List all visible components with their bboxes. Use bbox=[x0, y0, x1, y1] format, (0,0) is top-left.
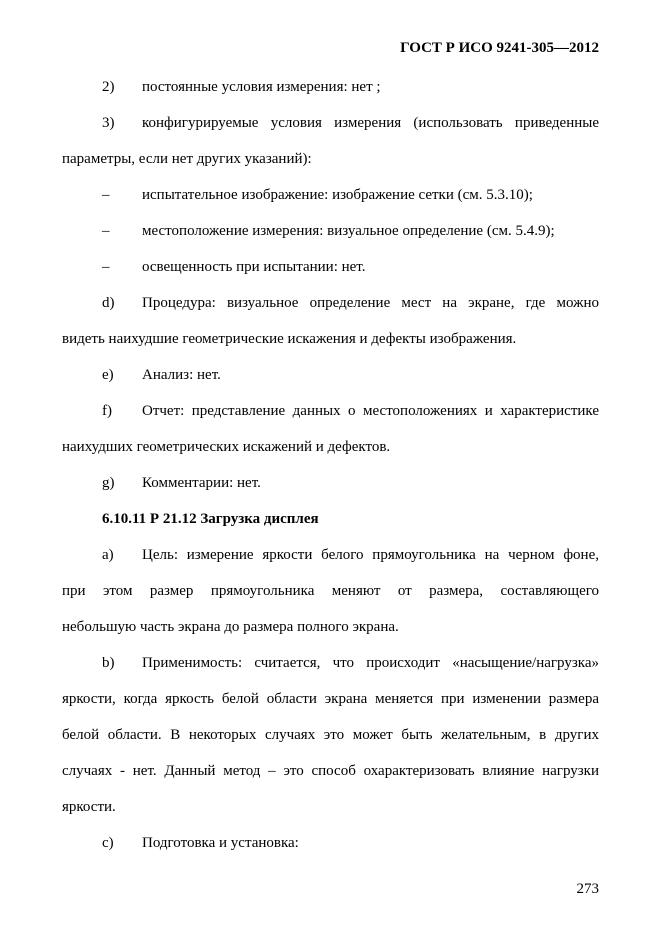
section-heading: 6.10.11 Р 21.12 Загрузка дисплея bbox=[102, 511, 319, 527]
section-item-a-text-line2: при этом размер прямоугольника меняют от размера, составляющего bbox=[62, 583, 599, 599]
dash-3-marker: – bbox=[102, 259, 110, 275]
section-item-b-text-line4: случаях - нет. Данный метод – это способ охарактеризовать влияние нагрузки bbox=[62, 763, 599, 779]
section-item-b-text-line1: Применимость: считается, что происходит «насыщение/нагрузка» bbox=[142, 655, 599, 671]
dash-3-text: освещенность при испытании: нет. bbox=[142, 259, 366, 275]
section-item-b-text-line3: белой области. В некоторых случаях это может быть желательным, в других bbox=[62, 727, 599, 743]
item-d-marker: d) bbox=[102, 295, 115, 311]
item-e-text: Анализ: нет. bbox=[142, 367, 221, 383]
page-number: 273 bbox=[576, 881, 599, 897]
item-g-marker: g) bbox=[102, 475, 115, 491]
item-e-marker: e) bbox=[102, 367, 114, 383]
item-d-text-line1: Процедура: визуальное определение мест на экране, где можно bbox=[142, 295, 599, 311]
item-2-marker: 2) bbox=[102, 79, 115, 95]
section-item-a-marker: a) bbox=[102, 547, 114, 563]
section-item-b-text-line2: яркости, когда яркость белой области экрана меняется при изменении размера bbox=[62, 691, 599, 707]
item-g-text: Комментарии: нет. bbox=[142, 475, 261, 491]
item-f-text-line2: наихудших геометрических искажений и дефектов. bbox=[62, 439, 391, 455]
item-d-text-line2: видеть наихудшие геометрические искажения и дефекты изображения. bbox=[62, 331, 517, 347]
dash-1-marker: – bbox=[102, 187, 110, 203]
section-item-c-text: Подготовка и установка: bbox=[142, 835, 299, 851]
document-header: ГОСТ Р ИСО 9241-305—2012 bbox=[400, 40, 599, 56]
item-3-marker: 3) bbox=[102, 115, 115, 131]
section-item-b-text-line5: яркости. bbox=[62, 799, 116, 815]
section-item-a-text-line3: небольшую часть экрана до размера полного экрана. bbox=[62, 619, 399, 635]
item-f-marker: f) bbox=[102, 403, 112, 419]
item-3-text-line1: конфигурируемые условия измерения (использовать приведенные bbox=[142, 115, 599, 131]
dash-1-text: испытательное изображение: изображение сетки (см. 5.3.10); bbox=[142, 187, 533, 203]
section-item-b-marker: b) bbox=[102, 655, 115, 671]
section-item-c-marker: c) bbox=[102, 835, 114, 851]
item-f-text-line1: Отчет: представление данных о местоположениях и характеристике bbox=[142, 403, 599, 419]
section-item-a-text-line1: Цель: измерение яркости белого прямоугольника на черном фоне, bbox=[142, 547, 599, 563]
item-2-text: постоянные условия измерения: нет ; bbox=[142, 79, 381, 95]
dash-2-marker: – bbox=[102, 223, 110, 239]
item-3-text-line2: параметры, если нет других указаний): bbox=[62, 151, 312, 167]
dash-2-text: местоположение измерения: визуальное определение (см. 5.4.9); bbox=[142, 223, 555, 239]
